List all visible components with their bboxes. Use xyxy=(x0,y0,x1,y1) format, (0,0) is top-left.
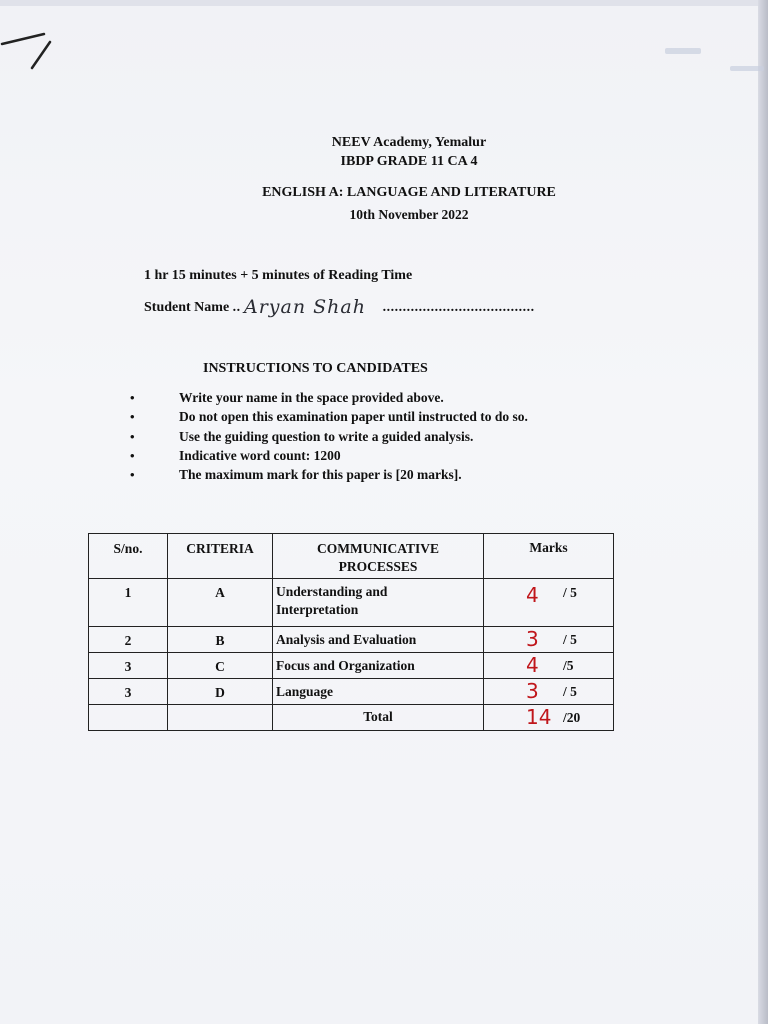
instruction-text: Write your name in the space provided above. xyxy=(179,390,444,405)
max-score: / 5 xyxy=(563,632,577,647)
marks-table xyxy=(88,533,614,731)
handwritten-total-score: 14 xyxy=(526,705,552,729)
header-sno: S/no. xyxy=(89,534,168,579)
row-criterion: D xyxy=(168,679,273,705)
instructions-title: INSTRUCTIONS TO CANDIDATES xyxy=(203,361,428,376)
student-name-line xyxy=(144,296,535,318)
row-marks xyxy=(484,653,614,679)
instruction-item xyxy=(130,467,528,486)
row-process xyxy=(273,579,484,627)
total-max-score: /20 xyxy=(563,710,581,725)
row-criterion: A xyxy=(168,579,273,627)
bullet: • xyxy=(130,447,135,463)
table-header-row xyxy=(89,534,614,579)
subject-title: ENGLISH A: LANGUAGE AND LITERATURE xyxy=(262,185,556,200)
handwritten-score: 4 xyxy=(526,653,539,677)
header-marks: Marks xyxy=(484,534,614,579)
handwritten-score: 3 xyxy=(526,679,539,703)
header-criteria: CRITERIA xyxy=(168,534,273,579)
instruction-item xyxy=(130,448,528,467)
row-criterion: C xyxy=(168,653,273,679)
empty-cell xyxy=(89,705,168,731)
row-process: Language xyxy=(273,679,484,705)
instruction-text: Indicative word count: 1200 xyxy=(179,447,341,463)
row-process: Focus and Organization xyxy=(273,653,484,679)
table-total-row xyxy=(89,705,614,731)
bullet: • xyxy=(130,390,135,405)
student-name-handwritten: Aryan Shah xyxy=(244,296,366,318)
school-name: NEEV Academy, Yemalur xyxy=(331,135,487,150)
table-row xyxy=(89,653,614,679)
row-process-line1: Understanding and xyxy=(276,584,388,599)
total-marks xyxy=(484,705,614,731)
table-row xyxy=(89,679,614,705)
scan-smudge xyxy=(730,66,764,71)
bullet: • xyxy=(130,409,135,425)
bullet: • xyxy=(130,428,135,444)
empty-cell xyxy=(168,705,273,731)
handwritten-score: 3 xyxy=(526,627,539,651)
row-marks xyxy=(484,627,614,653)
exam-date: 10th November 2022 xyxy=(349,207,469,222)
header-processes xyxy=(273,534,484,579)
header-processes-line1: COMMUNICATIVE xyxy=(317,541,439,556)
row-sno: 3 xyxy=(89,653,168,679)
instruction-text: Use the guiding question to write a guided analysis. xyxy=(179,428,474,444)
instruction-item xyxy=(130,409,528,428)
pen-tick-mark xyxy=(0,26,60,76)
name-dots-left: .. xyxy=(232,300,241,315)
instruction-item xyxy=(130,390,528,409)
row-process: Analysis and Evaluation xyxy=(273,627,484,653)
max-score: / 5 xyxy=(563,585,577,600)
bullet: • xyxy=(130,467,135,483)
row-sno: 2 xyxy=(89,627,168,653)
max-score: /5 xyxy=(563,658,574,673)
instruction-text: Do not open this examination paper until instructed to do so. xyxy=(179,409,528,425)
instruction-text: The maximum mark for this paper is [20 marks]. xyxy=(179,467,462,483)
exam-duration: 1 hr 15 minutes + 5 minutes of Reading Time xyxy=(144,268,413,283)
row-marks xyxy=(484,579,614,627)
instruction-item xyxy=(130,429,528,448)
row-criterion: B xyxy=(168,627,273,653)
scan-smudge xyxy=(665,48,701,54)
scan-edge-top xyxy=(0,0,768,6)
handwritten-score: 4 xyxy=(526,583,539,607)
total-label: Total xyxy=(273,705,484,731)
grade-line: IBDP GRADE 11 CA 4 xyxy=(340,154,478,169)
max-score: / 5 xyxy=(563,684,577,699)
name-dots-right: ...................................... xyxy=(382,300,535,315)
student-name-label: Student Name xyxy=(144,300,230,315)
row-sno: 1 xyxy=(89,579,168,627)
row-sno: 3 xyxy=(89,679,168,705)
table-row xyxy=(89,579,614,627)
instructions-list xyxy=(130,390,528,486)
table-row xyxy=(89,627,614,653)
row-marks xyxy=(484,679,614,705)
row-process-line2: Interpretation xyxy=(276,602,359,617)
header-processes-line2: PROCESSES xyxy=(338,559,418,574)
